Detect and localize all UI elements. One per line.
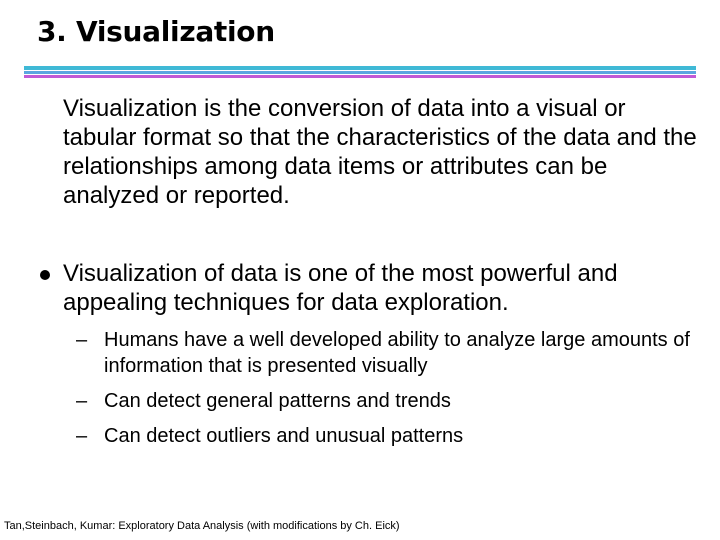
underline-bar-cyan xyxy=(24,66,696,70)
intro-paragraph: Visualization is the conversion of data into a visual or tabular format so that the characteristics of the data and the relationships among data items or attributes can be analyzed or reported. xyxy=(63,95,697,209)
title-underline-bars xyxy=(24,66,696,80)
underline-bar-purple xyxy=(24,75,696,78)
slide-footer: Tan,Steinbach, Kumar: Exploratory Data Analysis (with modifications by Ch. Eick) xyxy=(4,520,400,532)
slide-title: 3. Visualization xyxy=(37,15,275,48)
underline-bar-blue xyxy=(24,71,696,74)
bullet-dot-icon xyxy=(40,270,50,280)
dash-icon: – xyxy=(76,390,88,412)
dash-icon: – xyxy=(76,329,88,351)
sub-bullet-text: Can detect general patterns and trends xyxy=(104,390,451,412)
bullet-text: Visualization of data is one of the most powerful and appealing techniques for data exploration. xyxy=(63,260,618,316)
sub-bullet-text: Humans have a well developed ability to analyze large amounts of information that is presented visually xyxy=(104,329,690,377)
sub-bullet-text: Can detect outliers and unusual patterns xyxy=(104,425,464,447)
dash-icon: – xyxy=(76,425,88,447)
